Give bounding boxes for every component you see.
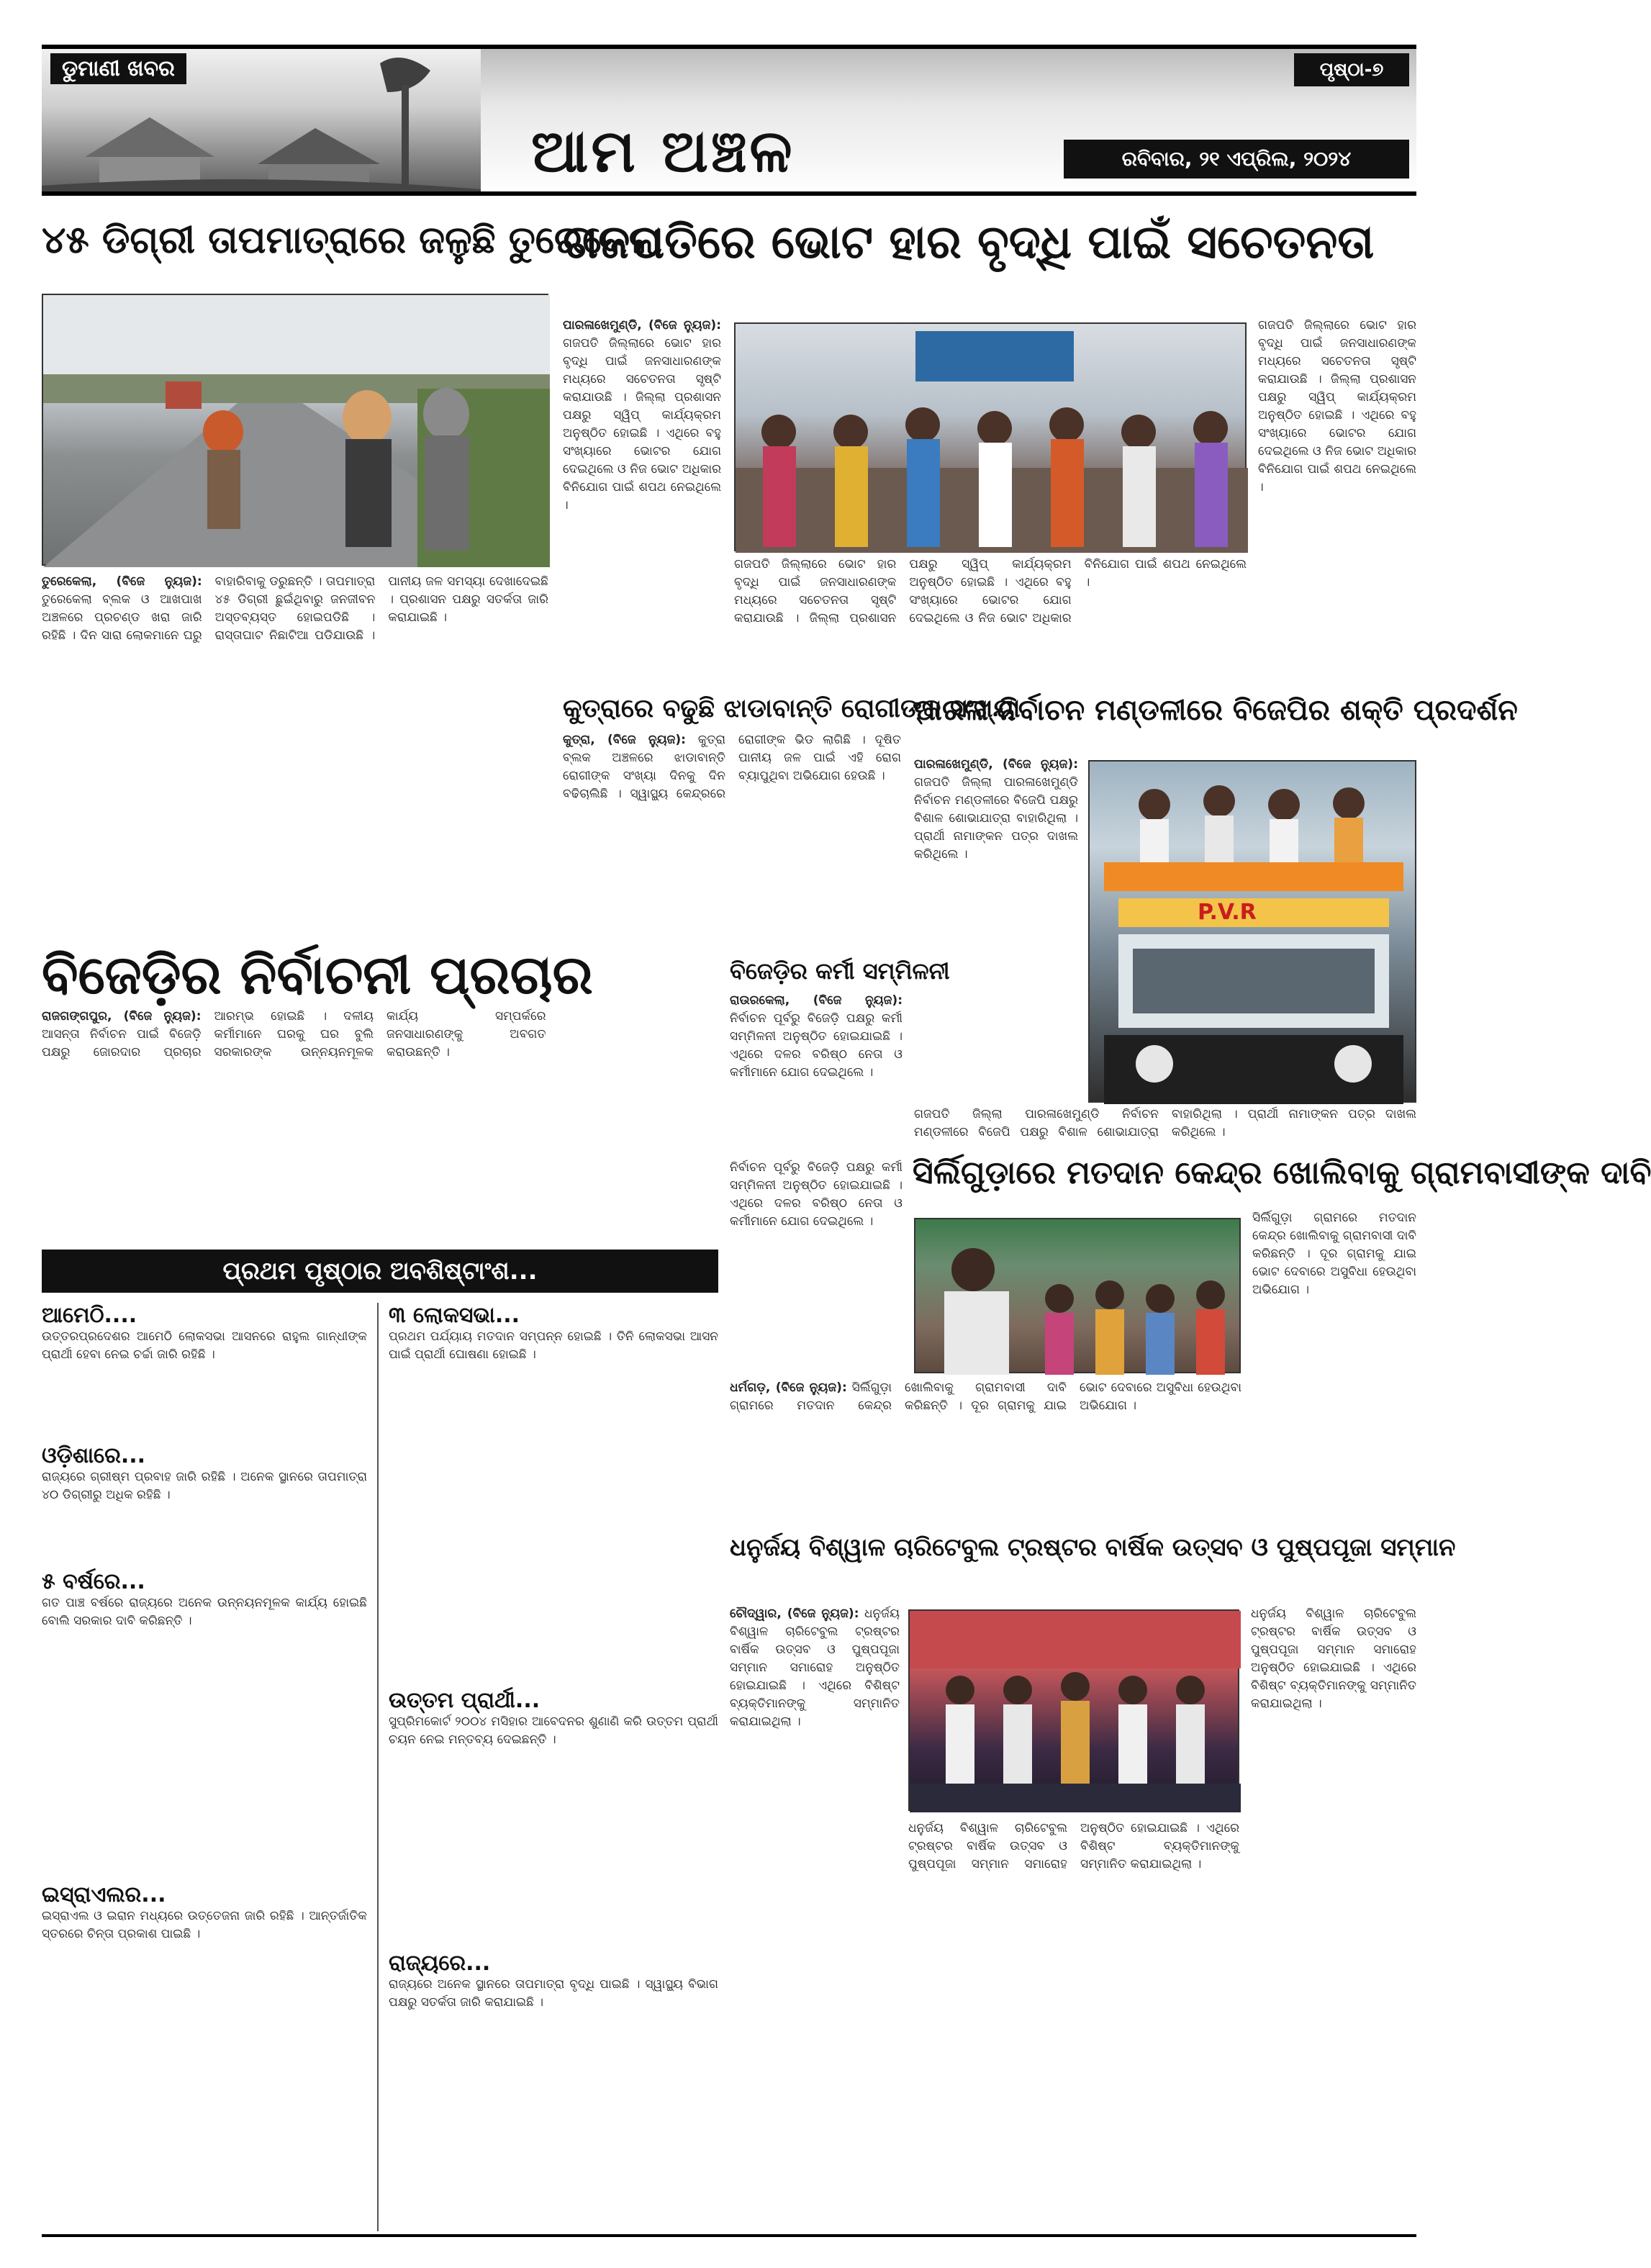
remainder-body-1-text: ଉତ୍ତରପ୍ରଦେଶର ଆମେଠି ଲୋକସଭା ଆସନରେ ରାହୁଲ ଗାନ୍ଧୀଙ୍କ ପ୍ରାର୍ଥୀ ହେବା ନେଇ ଚର୍ଚ୍ଚା ଜାରି ରହିଛି । bbox=[42, 1329, 367, 1362]
masthead bbox=[42, 45, 1416, 197]
remainder-body-3-text: ଗତ ପାଞ୍ଚ ବର୍ଷରେ ରାଜ୍ୟରେ ଅନେକ ଉନ୍ନୟନମୂଳକ କାର୍ଯ୍ୟ ହୋଇଛି ବୋଲି ସରକାର ଦାବି କରିଛନ୍ତି । bbox=[42, 1596, 367, 1628]
bjd-workers-body bbox=[730, 992, 903, 1150]
remainder-body-5 bbox=[389, 1328, 718, 1673]
kutra-headline: କୁତ୍ରାରେ ବଢୁଛି ଝାଡାବାନ୍ତି ରୋଗୀଙ୍କ ସଂଖ୍ୟା bbox=[563, 694, 1021, 723]
polling-dateline: ଧର୍ମଗଡ଼, (ବିଜେ ନ୍ୟୁଜ): bbox=[730, 1381, 847, 1395]
remainder-body-4-text: ଇସ୍ରାଏଲ ଓ ଇରାନ ମଧ୍ୟରେ ଉତ୍ତେଜନା ଜାରି ରହିଛି । ଆନ୍ତର୍ଜାତିକ ସ୍ତରରେ ଚିନ୍ତା ପ୍ରକାଶ ପାଇଛି । bbox=[42, 1909, 367, 1941]
bjd-workers-dateline: ରାଉରକେଲା, (ବିଜେ ନ୍ୟୁଜ): bbox=[730, 993, 903, 1008]
dhanurjay-dateline: ଚୌଦ୍ୱାର, (ବିଜେ ନ୍ୟୁଜ): bbox=[730, 1607, 859, 1621]
polling-body-right-text: ସିର୍ଲିଗୁଡ଼ା ଗ୍ରାମରେ ମତଦାନ କେନ୍ଦ୍ର ଖୋଲିବାକୁ ଗ୍ରାମବାସୀ ଦାବି କରିଛନ୍ତି । ଦୂର ଗ୍ରାମକୁ ଯାଇ ଭୋଟ ଦେବାରେ ଅସୁବିଧା ହେଉଥିବା ଅଭିଯୋଗ । bbox=[1252, 1211, 1416, 1297]
gajapati-body-right-text: ଗଜପତି ଜିଲ୍ଲାରେ ଭୋଟ ହାର ବୃଦ୍ଧି ପାଇଁ ଜନସାଧାରଣଙ୍କ ମଧ୍ୟରେ ସଚେତନତା ସୃଷ୍ଟି କରାଯାଉଛି । ଜିଲ୍ଲା ପ୍ରଶାସନ ପକ୍ଷରୁ ସ୍ୱିପ୍ କାର୍ଯ୍ୟକ୍ରମ ଅନୁଷ୍ଠିତ ହୋଇଛି । ଏଥିରେ ବହୁ ସଂଖ୍ୟାରେ ଭୋଟର ଯୋଗ ଦେଇଥିଲେ ଓ ନିଜ ଭୋଟ ଅଧିକାର ବିନିଯୋଗ ପାଇଁ ଶପଥ ନେଇଥିଲେ । bbox=[1258, 318, 1416, 494]
gajapati-body-cont: ଗଜପତି ଜିଲ୍ଲାରେ ଭୋଟ ହାର ବୃଦ୍ଧି ପାଇଁ ଜନସାଧାରଣଙ୍କ ମଧ୍ୟରେ ସଚେତନତା ସୃଷ୍ଟି କରାଯାଉଛି । ଜିଲ୍ଲା ପ୍ରଶାସନ ପକ୍ଷରୁ ସ୍ୱିପ୍ କାର୍ଯ୍ୟକ୍ରମ ଅନୁଷ୍ଠିତ ହୋଇଛି । ଏଥିରେ ବହୁ ସଂଖ୍ୟାରେ ଭୋଟର ଯୋଗ ଦେଇଥିଲେ ଓ ନିଜ ଭୋଟ ଅଧିକାର ବିନିଯୋଗ ପାଇଁ ଶପଥ ନେଇଥିଲେ । bbox=[734, 557, 1247, 625]
dhanurjay-photo-illustration bbox=[910, 1611, 1241, 1812]
page-bottom-rule bbox=[42, 2234, 1416, 2237]
bjd-body bbox=[42, 1008, 718, 1242]
polling-headline: ସିର୍ଲିଗୁଡ଼ାରେ ମତଦାନ କେନ୍ଦ୍ର ଖୋଲିବାକୁ ଗ୍ରାମବାସୀଙ୍କ ଦାବି bbox=[913, 1155, 1651, 1191]
gajapati-photo bbox=[734, 322, 1247, 551]
page-label: ପୃଷ୍ଠା-୭ bbox=[1319, 59, 1384, 81]
remainder-divider bbox=[377, 1303, 379, 2231]
remainder-banner bbox=[42, 1250, 718, 1293]
dhanurjay-body-mid-text: ଧନୁର୍ଜୟ ବିଶ୍ୱାଳ ଚାରିଟେବୁଲ ଟ୍ରଷ୍ଟର ବାର୍ଷିକ ଉତ୍ସବ ଓ ପୁଷ୍ପପୂଜା ସମ୍ମାନ ସମାରୋହ ଅନୁଷ୍ଠିତ ହୋଇଯାଇଛି । ଏଥିରେ ବିଶିଷ୍ଟ ବ୍ୟକ୍ତିମାନଙ୍କୁ ସମ୍ମାନିତ କରାଯାଇଥିଲା । bbox=[908, 1821, 1239, 1871]
parala-photo-illustration bbox=[1090, 762, 1418, 1104]
polling-photo-illustration bbox=[915, 1219, 1242, 1375]
dhanurjay-photo bbox=[908, 1609, 1239, 1811]
remainder-title-3: ୫ ବର୍ଷରେ... bbox=[42, 1569, 145, 1594]
dhanurjay-body-right-text: ଧନୁର୍ଜୟ ବିଶ୍ୱାଳ ଚାରିଟେବୁଲ ଟ୍ରଷ୍ଟର ବାର୍ଷିକ ଉତ୍ସବ ଓ ପୁଷ୍ପପୂଜା ସମ୍ମାନ ସମାରୋହ ଅନୁଷ୍ଠିତ ହୋଇଯାଇଛି । ଏଥିରେ ବିଶିଷ୍ଟ ବ୍ୟକ୍ତିମାନଙ୍କୁ ସମ୍ମାନିତ କରାଯାଇଥିଲା । bbox=[1251, 1607, 1416, 1711]
remainder-body-3 bbox=[42, 1594, 367, 1868]
gajapati-body-right bbox=[1258, 317, 1416, 681]
remainder-banner-text: ପ୍ରଥମ ପୃଷ୍ଠାର ଅବଶିଷ୍ଟାଂଶ... bbox=[222, 1257, 538, 1286]
date-bar bbox=[1064, 140, 1409, 179]
parala-body-bottom-text: ଗଜପତି ଜିଲ୍ଲା ପାରଳାଖେମୁଣ୍ଡି ନିର୍ବାଚନ ମଣ୍ଡଳୀରେ ବିଜେପି ପକ୍ଷରୁ ବିଶାଳ ଶୋଭାଯାତ୍ରା ବାହାରିଥିଲା । ପ୍ରାର୍ଥୀ ନାମାଙ୍କନ ପତ୍ର ଦାଖଲ କରିଥିଲେ । bbox=[914, 1107, 1416, 1139]
parala-vehicle-label: P.V.R bbox=[1198, 900, 1257, 925]
dhanurjay-headline: ଧନୁର୍ଜୟ ବିଶ୍ୱାଳ ଚାରିଟେବୁଲ ଟ୍ରଷ୍ଟର ବାର୍ଷିକ ଉତ୍ସବ ଓ ପୁଷ୍ପପୂଜା ସମ୍ମାନ bbox=[730, 1533, 1456, 1562]
page-label-tab bbox=[1294, 53, 1409, 86]
gajapati-dateline: ପାରଳାଖେମୁଣ୍ଡି, (ବିଜେ ନ୍ୟୁଜ): bbox=[563, 318, 721, 333]
remainder-body-4 bbox=[42, 1907, 367, 2195]
remainder-body-2 bbox=[42, 1468, 367, 1555]
remainder-body-1 bbox=[42, 1328, 367, 1429]
masthead-brand bbox=[50, 53, 186, 84]
parala-headline: ପାରଳା ନିର୍ବାଚନ ମଣ୍ଡଳୀରେ ବିଜେପିର ଶକ୍ତି ପ୍ରଦର୍ଶନ bbox=[914, 694, 1518, 727]
masthead-bottom-rule bbox=[42, 191, 1416, 196]
kutra-body bbox=[563, 731, 901, 947]
remainder-body-6 bbox=[389, 1713, 718, 1936]
remainder-title-2: ଓଡ଼ିଶାରେ... bbox=[42, 1443, 146, 1468]
kutra-body-text: କୁତ୍ରା ବ୍ଲକ ଅଞ୍ଚଳରେ ଝାଡାବାନ୍ତି ରୋଗୀଙ୍କ ସଂଖ୍ୟା ଦିନକୁ ଦିନ ବଢିଚାଲିଛି । ସ୍ୱାସ୍ଥ୍ୟ କେନ୍ଦ୍ରରେ ରୋଗୀଙ୍କ ଭିଡ ଲାଗିଛି । ଦୂଷିତ ପାନୀୟ ଜଳ ପାଇଁ ଏହି ରୋଗ ବ୍ୟାପୁଥିବା ଅଭିଯୋଗ ହେଉଛି । bbox=[563, 733, 901, 801]
remainder-col-right bbox=[389, 1303, 718, 2238]
parala-body bbox=[914, 756, 1078, 1101]
bjd-workers-headline: ବିଜେଡ଼ିର କର୍ମୀ ସମ୍ମିଳନୀ bbox=[730, 957, 950, 985]
parala-dateline: ପାରଳାଖେମୁଣ୍ଡି, (ବିଜେ ନ୍ୟୁଜ): bbox=[914, 757, 1078, 772]
dhanurjay-body-text: ଧନୁର୍ଜୟ ବିଶ୍ୱାଳ ଚାରିଟେବୁଲ ଟ୍ରଷ୍ଟର ବାର୍ଷିକ ଉତ୍ସବ ଓ ପୁଷ୍ପପୂଜା ସମ୍ମାନ ସମାରୋହ ଅନୁଷ୍ଠିତ ହୋଇଯାଇଛି । ଏଥିରେ ବିଶିଷ୍ଟ ବ୍ୟକ୍ତିମାନଙ୍କୁ ସମ୍ମାନିତ କରାଯାଇଥିଲା । bbox=[730, 1607, 900, 1729]
gajapati-body-left bbox=[563, 317, 721, 633]
brand-title: ଡୁମାଣୀ ଖବର bbox=[62, 56, 175, 81]
section-title: ଆମ ଅଞ୍ଚଳ bbox=[531, 117, 795, 186]
polling-body-bottom bbox=[730, 1379, 1416, 1523]
heat-dateline: ତୁରେକେଲା, (ବିଜେ ନ୍ୟୁଜ): bbox=[42, 574, 202, 589]
date-text: ରବିବାର, ୨୧ ଏପ୍ରିଲ, ୨୦୨୪ bbox=[1121, 147, 1352, 171]
kutra-dateline: କୁତ୍ରା, (ବିଜେ ନ୍ୟୁଜ): bbox=[563, 733, 686, 747]
parala-photo bbox=[1088, 760, 1416, 1103]
heat-photo-illustration bbox=[43, 295, 550, 567]
bjd-headline: ବିଜେଡ଼ିର ନିର୍ବାଚନୀ ପ୍ରଚାର bbox=[42, 944, 593, 1006]
gajapati-photo-illustration bbox=[736, 324, 1248, 553]
heat-headline: ୪୫ ଡିଗ୍ରୀ ତାପମାତ୍ରାରେ ଜଳୁଛି ତୁରେକେଲା bbox=[42, 219, 662, 262]
dhanurjay-body-mid bbox=[908, 1820, 1239, 2223]
gajapati-body-text: ଗଜପତି ଜିଲ୍ଲାରେ ଭୋଟ ହାର ବୃଦ୍ଧି ପାଇଁ ଜନସାଧାରଣଙ୍କ ମଧ୍ୟରେ ସଚେତନତା ସୃଷ୍ଟି କରାଯାଉଛି । ଜିଲ୍ଲା ପ୍ରଶାସନ ପକ୍ଷରୁ ସ୍ୱିପ୍ କାର୍ଯ୍ୟକ୍ରମ ଅନୁଷ୍ଠିତ ହୋଇଛି । ଏଥିରେ ବହୁ ସଂଖ୍ୟାରେ ଭୋଟର ଯୋଗ ଦେଇଥିଲେ ଓ ନିଜ ଭୋଟ ଅଧିକାର ବିନିଯୋଗ ପାଇଁ ଶପଥ ନେଇଥିଲେ । bbox=[563, 336, 721, 512]
remainder-body-5-text: ପ୍ରଥମ ପର୍ଯ୍ୟାୟ ମତଦାନ ସମ୍ପନ୍ନ ହୋଇଛି । ତିନି ଲୋକସଭା ଆସନ ପାଇଁ ପ୍ରାର୍ଥୀ ଘୋଷଣା ହୋଇଛି । bbox=[389, 1329, 718, 1362]
polling-photo bbox=[914, 1218, 1241, 1373]
remainder-body-6-text: ସୁପ୍ରିମକୋର୍ଟ ୨୦୦୪ ମସିହାର ଆବେଦନର ଶୁଣାଣି କରି ଉତ୍ତମ ପ୍ରାର୍ଥୀ ଚୟନ ନେଇ ମନ୍ତବ୍ୟ ଦେଇଛନ୍ତି । bbox=[389, 1714, 718, 1747]
remainder-title-4: ଇସ୍ରାଏଲର... bbox=[42, 1882, 166, 1907]
gajapati-headline: ଗଜପତିରେ ଭୋଟ ହାର ବୃଦ୍ଧି ପାଇଁ ସଚେତନତା bbox=[563, 216, 1375, 269]
dhanurjay-body-left bbox=[730, 1605, 900, 2224]
remainder-body-2-text: ରାଜ୍ୟରେ ଗ୍ରୀଷ୍ମ ପ୍ରବାହ ଜାରି ରହିଛି । ଅନେକ ସ୍ଥାନରେ ତାପମାତ୍ରା ୪୦ ଡିଗ୍ରୀରୁ ଅଧିକ ରହିଛି । bbox=[42, 1470, 367, 1502]
remainder-col-left bbox=[42, 1303, 367, 2238]
bjd-dateline: ରାଜଗଙ୍ଗପୁର, (ବିଜେ ନ୍ୟୁଜ): bbox=[42, 1009, 202, 1024]
remainder-body-7 bbox=[389, 1976, 718, 2192]
parala-body-text: ଗଜପତି ଜିଲ୍ଲା ପାରଳାଖେମୁଣ୍ଡି ନିର୍ବାଚନ ମଣ୍ଡଳୀରେ ବିଜେପି ପକ୍ଷରୁ ବିଶାଳ ଶୋଭାଯାତ୍ରା ବାହାରିଥିଲା । ପ୍ରାର୍ଥୀ ନାମାଙ୍କନ ପତ୍ର ଦାଖଲ କରିଥିଲେ । bbox=[914, 775, 1078, 862]
remainder-title-6: ଉତ୍ତମ ପ୍ରାର୍ଥୀ... bbox=[389, 1688, 540, 1713]
remainder-title-1: ଆମେଠି.... bbox=[42, 1303, 137, 1328]
remainder-body-7-text: ରାଜ୍ୟରେ ଅନେକ ସ୍ଥାନରେ ତାପମାତ୍ରା ବୃଦ୍ଧି ପାଇଛି । ସ୍ୱାସ୍ଥ୍ୟ ବିଭାଗ ପକ୍ଷରୁ ସତର୍କତା ଜାରି କରାଯାଇଛି । bbox=[389, 1977, 718, 2010]
polling-body-text: ସିର୍ଲିଗୁଡ଼ା ଗ୍ରାମରେ ମତଦାନ କେନ୍ଦ୍ର ଖୋଲିବାକୁ ଗ୍ରାମବାସୀ ଦାବି କରିଛନ୍ତି । ଦୂର ଗ୍ରାମକୁ ଯାଇ ଭୋଟ ଦେବାରେ ଅସୁବିଧା ହେଉଥିବା ଅଭିଯୋଗ । bbox=[730, 1381, 1241, 1413]
heat-body bbox=[42, 573, 548, 950]
bjd-body-text: ଆସନ୍ତା ନିର୍ବାଚନ ପାଇଁ ବିଜେଡ଼ି ପକ୍ଷରୁ ଜୋରଦାର ପ୍ରଚାର ଆରମ୍ଭ ହୋଇଛି । ଦଳୀୟ କର୍ମୀମାନେ ଘରକୁ ଘର ବୁଲି ସରକାରଙ୍କ ଉନ୍ନୟନମୂଳକ କାର୍ଯ୍ୟ ସମ୍ପର୍କରେ ଜନସାଧାରଣଙ୍କୁ ଅବଗତ କରାଉଛନ୍ତି । bbox=[42, 1009, 546, 1060]
remainder-title-7: ରାଜ୍ୟରେ... bbox=[389, 1951, 491, 1976]
heat-photo bbox=[42, 294, 548, 566]
dhanurjay-body-right bbox=[1251, 1605, 1416, 2224]
bjd-workers-body-text: ନିର୍ବାଚନ ପୂର୍ବରୁ ବିଜେଡ଼ି ପକ୍ଷରୁ କର୍ମୀ ସମ୍ମିଳନୀ ଅନୁଷ୍ଠିତ ହୋଇଯାଇଛି । ଏଥିରେ ଦଳର ବରିଷ୍ଠ ନେତା ଓ କର୍ମୀମାନେ ଯୋଗ ଦେଇଥିଲେ । bbox=[730, 1011, 903, 1080]
heat-body-text: ତୁରେକେଲା ବ୍ଲକ ଓ ଆଖପାଖ ଅଞ୍ଚଳରେ ପ୍ରଚଣ୍ଡ ଖରା ଜାରି ରହିଛି । ଦିନ ସାରା ଲୋକମାନେ ଘରୁ ବାହାରିବାକୁ ଡରୁଛନ୍ତି । ତାପମାତ୍ରା ୪୫ ଡିଗ୍ରୀ ଛୁଇଁଥିବାରୁ ଜନଜୀବନ ଅସ୍ତବ୍ୟସ୍ତ ହୋଇପଡିଛି । ରାସ୍ତାଘାଟ ନିଛାଟିଆ ପଡିଯାଉଛି । ପାନୀୟ ଜଳ ସମସ୍ୟା ଦେଖାଦେଇଛି । ପ୍ରଶାସନ ପକ୍ଷରୁ ସତର୍କତା ଜାରି କରାଯାଇଛି । bbox=[42, 574, 548, 643]
polling-body-left-text: ନିର୍ବାଚନ ପୂର୍ବରୁ ବିଜେଡ଼ି ପକ୍ଷରୁ କର୍ମୀ ସମ୍ମିଳନୀ ଅନୁଷ୍ଠିତ ହୋଇଯାଇଛି । ଏଥିରେ ଦଳର ବରିଷ୍ଠ ନେତା ଓ କର୍ମୀମାନେ ଯୋଗ ଦେଇଥିଲେ । bbox=[730, 1160, 903, 1229]
remainder-title-5: ୩ ଲୋକସଭା... bbox=[389, 1303, 520, 1328]
gajapati-body-under-photo bbox=[734, 556, 1247, 682]
